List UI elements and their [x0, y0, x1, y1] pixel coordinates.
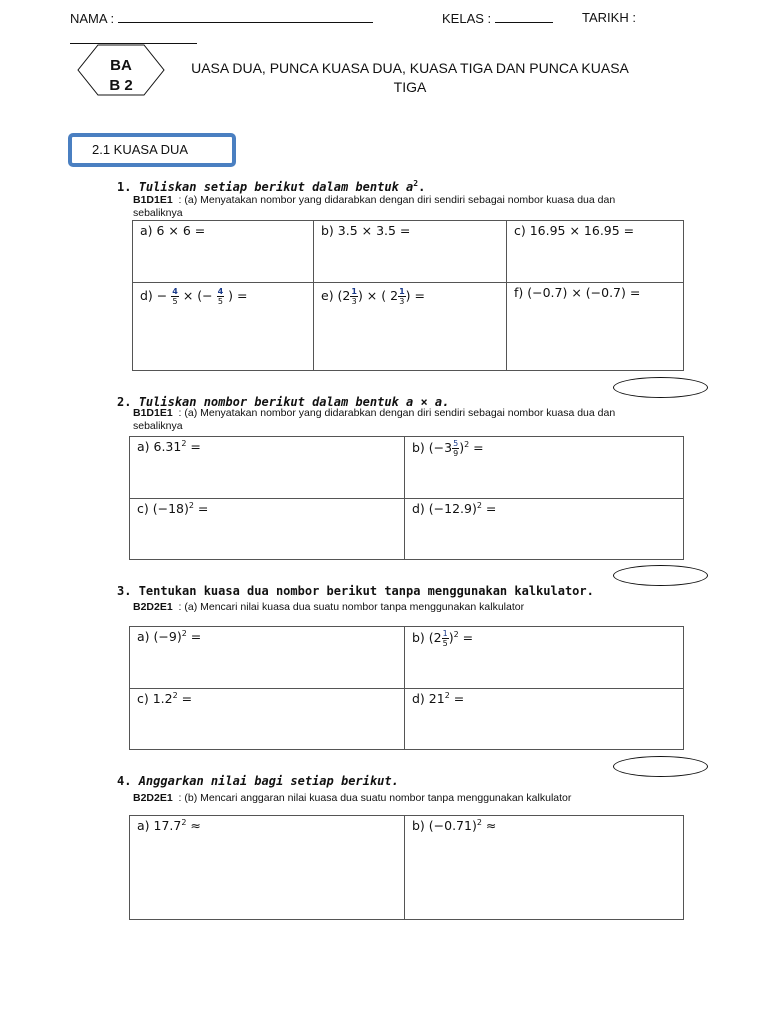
tarikh-label: TARIKH : — [582, 10, 636, 25]
section-tag: 2.1 KUASA DUA — [68, 133, 236, 167]
q1-table — [132, 220, 684, 371]
q2-cell-a[interactable]: a) $6.31^2$ = — [130, 437, 405, 499]
nama-field[interactable] — [70, 10, 373, 26]
q2-cell-c[interactable]: c) $(-18)^2$ = — [130, 499, 405, 560]
q1-cell-d[interactable]: d) − $\frac{4}{5}$ × (− $\frac{4}{5}$ ) = — [133, 283, 314, 371]
q3-cell-c[interactable]: c) $1.2^2$ = — [130, 689, 405, 750]
q1-cell-f[interactable]: f) (−0.7) × (−0.7) = — [507, 283, 684, 371]
nama-line — [118, 10, 373, 23]
question-3: 3. Tentukan kuasa dua nombor berikut tanpa menggunakan kalkulator. — [117, 584, 594, 598]
tarikh-line[interactable] — [70, 31, 197, 44]
chapter-number: BA B 2 — [109, 57, 133, 94]
q2-table — [129, 436, 684, 560]
q1-cell-e[interactable]: e) (2 $\frac{1}{3}$ ) × ( 2 $\frac{1}{3}$ ) = — [314, 283, 507, 371]
q1-cell-b[interactable]: b) 3.5 × 3.5 = — [314, 221, 507, 283]
page-title: UASA DUA, PUNCA KUASA DUA, KUASA TIGA DAN PUNCA KUASA TIGA — [191, 60, 629, 95]
q4-cell-a[interactable]: a) $17.7^2$ ≈ — [130, 816, 405, 920]
q1-cell-a[interactable]: a) 6 × 6 = — [133, 221, 314, 283]
learning-standard-2: B1D1E1 : (a) Menyatakan nombor yang didarabkan dengan diri sendiri sebagai nombor kuasa dua dan sebaliknya — [133, 407, 616, 432]
q3-cell-d[interactable]: d) $21^2$ = — [405, 689, 684, 750]
q3-table — [129, 626, 684, 750]
q3-cell-a[interactable]: a) $(-9)^2$ = — [130, 627, 405, 689]
learning-standard-3: B2D2E1 : (a) Mencari nilai kuasa dua suatu nombor tanpa menggunakan kalkulator — [133, 601, 525, 613]
q2-cell-d[interactable]: d) $(-12.9)^2$ = — [405, 499, 684, 560]
score-oval-2 — [613, 565, 708, 586]
kelas-field[interactable] — [442, 10, 553, 26]
q4-cell-b[interactable]: b) $(-0.71)^2$ ≈ — [405, 816, 684, 920]
q1-cell-c[interactable]: c) 16.95 × 16.95 = — [507, 221, 684, 283]
kelas-line — [495, 10, 553, 23]
question-4: 4. Anggarkan nilai bagi setiap berikut. — [117, 774, 399, 788]
question-1: 1. Tuliskan setiap berikut dalam bentuk $a^2$. — [117, 179, 426, 194]
q4-table — [129, 815, 684, 920]
score-oval-1 — [613, 377, 708, 398]
nama-label: NAMA : — [70, 11, 115, 26]
kelas-label: KELAS : — [442, 11, 492, 26]
learning-standard-4: B2D2E1 : (b) Mencari anggaran nilai kuasa dua suatu nombor tanpa menggunakan kalkulator — [133, 792, 572, 804]
learning-standard-1: B1D1E1 : (a) Menyatakan nombor yang didarabkan dengan diri sendiri sebagai nombor kuasa dua dan sebaliknya — [133, 194, 616, 219]
score-oval-3 — [613, 756, 708, 777]
q2-cell-b[interactable]: b) (−3 $\frac{5}{9}$ )$^2$ = — [405, 437, 684, 499]
question-2: 2. Tuliskan nombor berikut dalam bentuk a × a. — [117, 395, 450, 409]
q3-cell-b[interactable]: b) (2 $\frac{1}{5}$ )$^2$ = — [405, 627, 684, 689]
